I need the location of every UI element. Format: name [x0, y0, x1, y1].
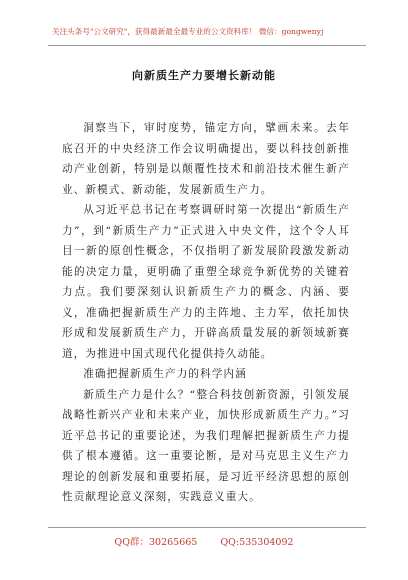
footer-qq-number: QQ:535304092 — [220, 537, 294, 548]
header-divider — [48, 45, 366, 46]
header-banner: 关注头条号"公文研究"，获得最新最全最专业的公文资料库！ 微信：gongwenyj — [52, 27, 324, 36]
footer-divider — [48, 527, 366, 528]
paragraph-concept: 从习近平总书记在考察调研时第一次提出“新质生产力”，到“新质生产力”正式进入中央文件，这个令人耳目一新的原创性概念，不仅指明了新发展阶段激发新动能的决定力量，更明确了重塑全球竞争新优势的关键着力点。我们要深刻认识新质生产力的概念、内涵、要义，准确把握新质生产力的主阵地、主力军，依托加快形成和发展新质生产力，开辟高质量发展的新领域新赛道，为推进中国式现代化提供持久动能。 — [62, 204, 350, 360]
paragraph-intro: 洞察当下，审时度势，锚定方向，擘画未来。去年底召开的中央经济工作会议明确提出，要以科技创新推动产业创新，特别是以颠覆性技术和前沿技术催生新产业、新模式、新动能，发展新质生产力。 — [62, 122, 350, 196]
footer-contact — [0, 534, 408, 548]
document-body — [62, 118, 350, 508]
paragraph-definition: 新质生产力是什么？“整合科技创新资源，引领发展战略性新兴产业和未来产业，加快形成新质生产力。”习近平总书记的重要论述，为我们理解把握新质生产力提供了根本遵循。这一重要论断，是对马克思主义生产力理论的创新发展和重要拓展，是习近平经济思想的原创性贡献理论意义深刻，实践意义重大。 — [62, 388, 350, 503]
page-title: 向新质生产力要增长新动能 — [132, 69, 276, 82]
section-heading: 准确把握新质生产力的科学内涵 — [83, 368, 247, 380]
footer-qq-group: QQ群：30265665 — [114, 537, 198, 548]
